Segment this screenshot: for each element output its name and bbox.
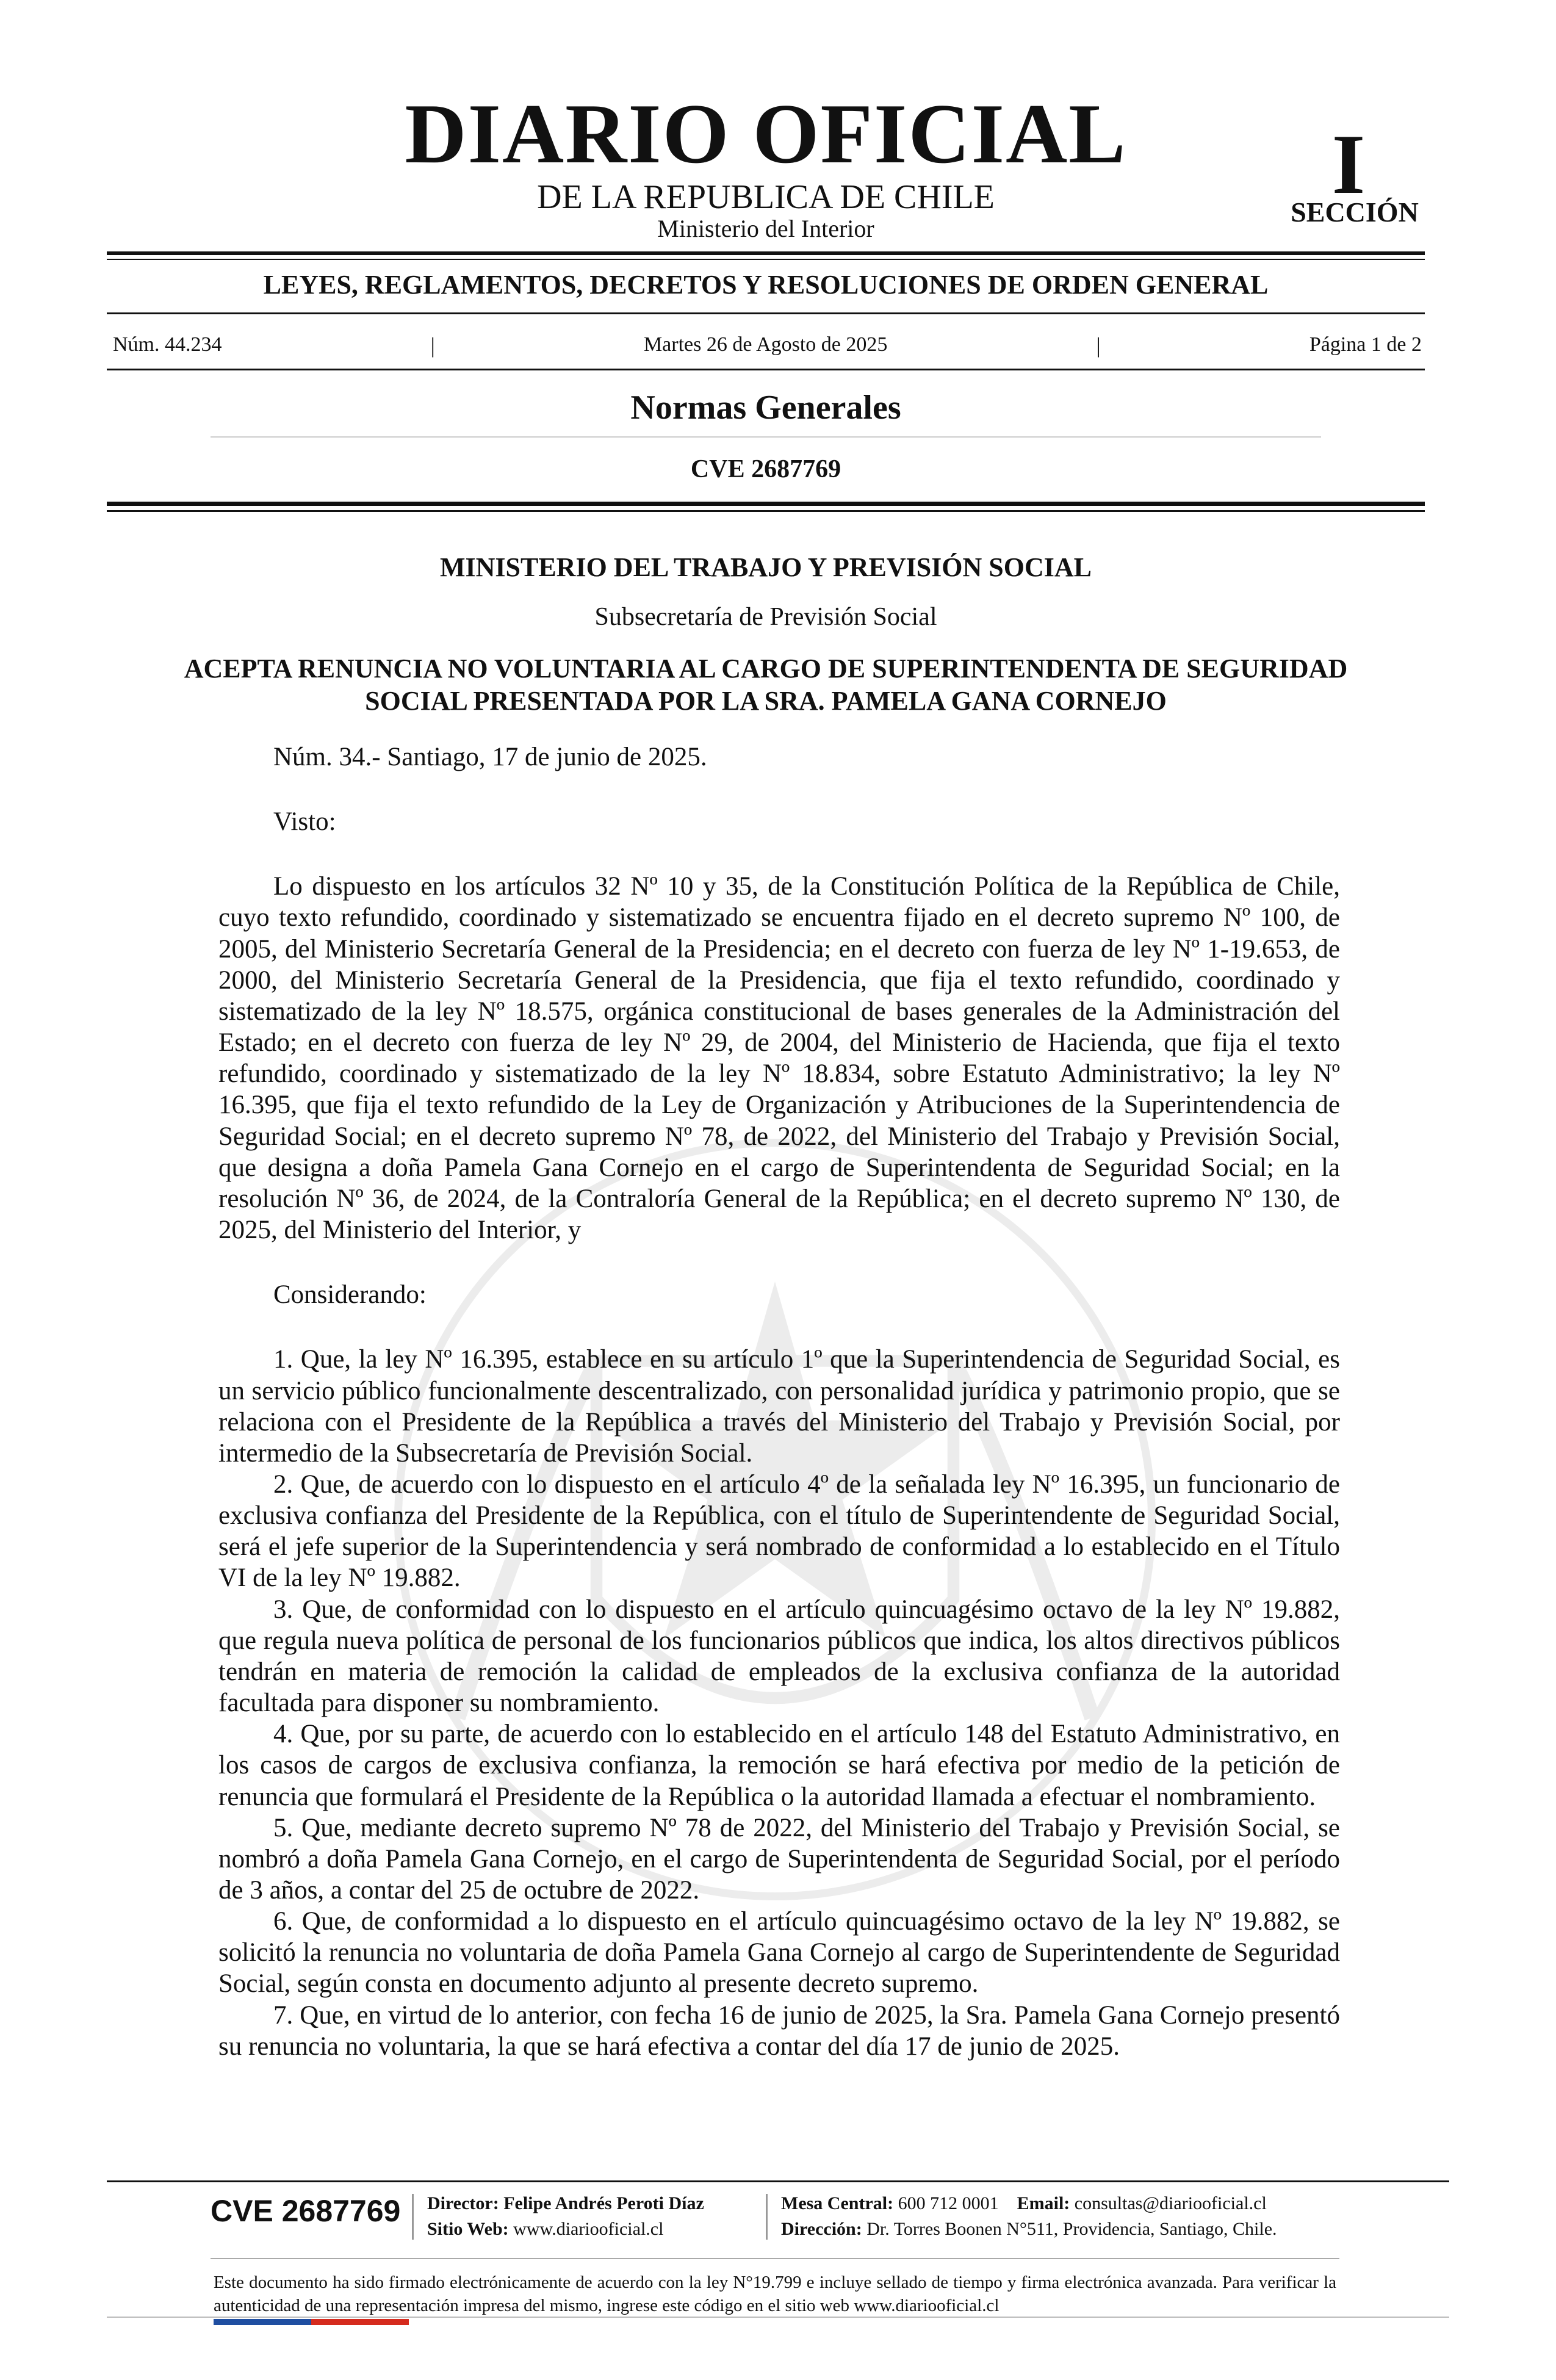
newspaper-subtitle: DE LA REPUBLICA DE CHILE	[537, 178, 995, 216]
decree-ministry: MINISTERIO DEL TRABAJO Y PREVISIÓN SOCIAL	[439, 552, 1092, 582]
footer-rule	[107, 2180, 1449, 2182]
section-title: Normas Generales	[630, 389, 901, 427]
phone-number: 600 712 0001	[898, 2193, 999, 2213]
newspaper-ministry: Ministerio del Interior	[657, 215, 874, 242]
phone-label: Mesa Central:	[781, 2193, 894, 2213]
website-label: Sitio Web:	[427, 2219, 509, 2239]
director-name: Felipe Andrés Peroti Díaz	[503, 2193, 704, 2213]
flag-stripe-blue	[214, 2319, 311, 2325]
footer-rule-thin	[211, 2258, 1339, 2259]
footer-signature-note: Este documento ha sido firmado electrónicamente de acuerdo con la ley N°19.799 e incluye sellado de tiempo y firma electrónica avanzada. Para verificar la autenticidad de una representación impresa del mismo, ingrese este código en el sitio web www.diariooficial.cl	[214, 2273, 1336, 2315]
info-separator: |	[430, 333, 435, 358]
considerando-item: 4. Que, por su parte, de acuerdo con lo establecido en el artículo 148 del Estatuto Administrativo, en los casos de cargos de exclusiva confianza, la remoción se hará efectiva por medio de la petición de renuncia que formulará el Presidente de la República o la autoridad llamada a efectuar el nombramiento.	[218, 1720, 1340, 1811]
newspaper-title: DIARIO OFICIAL	[405, 87, 1127, 181]
header-rule-thin	[107, 510, 1425, 512]
footer-contact-left	[427, 2191, 704, 2242]
masthead-rule-top	[107, 251, 1425, 255]
section-title-underline	[211, 436, 1321, 438]
considerando-item: 2. Que, de acuerdo con lo dispuesto en el artículo 4º de la señalada ley Nº 16.395, un funcionario de exclusiva confianza del Presidente de la República, con el título de Superintendente de Seguridad Social, será el jefe superior de la Superintendencia y será nombrado de conformidad a lo establecido en el Título VI de la ley Nº 19.882.	[218, 1469, 1340, 1593]
email-link[interactable]: consultas@diariooficial.cl	[1074, 2193, 1267, 2213]
footer-contact-right	[781, 2191, 1277, 2242]
footer-bottom-rule	[107, 2317, 1449, 2318]
footer-divider	[766, 2194, 768, 2240]
considerando-item: 5. Que, mediante decreto supremo Nº 78 de 2022, del Ministerio del Trabajo y Previsión Social, se nombró a doña Pamela Gana Cornejo, en el cargo de Superintendenta de Seguridad Social, por el período de 3 años, a contar del 25 de octubre de 2022.	[218, 1813, 1340, 1905]
info-separator: |	[1096, 333, 1101, 358]
decree-title: ACEPTA RENUNCIA NO VOLUNTARIA AL CARGO DE SUPERINTENDENTA DE SEGURIDAD SOCIAL PRESENTADA POR LA SRA. PAMELA GANA CORNEJO	[184, 654, 1348, 716]
flag-stripe-red	[311, 2319, 409, 2325]
visto-label: Visto:	[273, 807, 336, 837]
considerando-item: 3. Que, de conformidad con lo dispuesto en el artículo quincuagésimo octavo de la ley Nº 19.882, que regula nueva política de personal de los funcionarios públicos que indica, los altos directivos públicos tendrán en materia de remoción la calidad de empleados de la exclusiva confianza de la autoridad facultada para disponer su nombramiento.	[218, 1595, 1340, 1718]
considerando-item: 1. Que, la ley Nº 16.395, establece en su artículo 1º que la Superintendencia de Seguridad Social, es un servicio público funcionalmente descentralizado, con personalidad jurídica y patrimonio propio, que se relaciona con el Presidente de la República a través del Ministerio del Trabajo y Previsión Social, por intermedio de la Subsecretaría de Previsión Social.	[218, 1345, 1340, 1468]
considerando-label: Considerando:	[273, 1280, 427, 1310]
info-rule	[107, 369, 1425, 370]
decree-body	[218, 741, 1340, 2062]
address-label: Dirección:	[781, 2219, 862, 2239]
section-banner: LEYES, REGLAMENTOS, DECRETOS Y RESOLUCIONES DE ORDEN GENERAL	[263, 270, 1269, 300]
address-text: Dr. Torres Boonen N°511, Providencia, Santiago, Chile.	[866, 2219, 1277, 2239]
website-link[interactable]: www.diariooficial.cl	[513, 2219, 664, 2239]
considerando-item: 7. Que, en virtud de lo anterior, con fecha 16 de junio de 2025, la Sra. Pamela Gana Cornejo presentó su renuncia no voluntaria, la que se hará efectiva a contar del día 17 de junio de 2025.	[218, 2000, 1340, 2061]
issue-info-bar	[113, 334, 1422, 356]
footer-cve-code: CVE 2687769	[211, 2194, 401, 2228]
visto-paragraph: Lo dispuesto en los artículos 32 Nº 10 y 35, de la Constitución Política de la República de Chile, cuyo texto refundido, coordinado y sistematizado se encuentra fijado en el decreto supremo Nº 100, de 2005, del Ministerio Secretaría General de la Presidencia; en el decreto con fuerza de ley Nº 1-19.653, de 2000, del Ministerio Secretaría General de la Presidencia, que fija el texto refundido, coordinado y sistematizado de la ley Nº 18.575, orgánica constitucional de bases generales de la Administración del Estado; en el decreto con fuerza de ley Nº 29, de 2004, del Ministerio de Hacienda, que fija el texto refundido, coordinado y sistematizado de la ley Nº 18.834, sobre Estatuto Administrativo; la ley Nº 16.395, que fija el texto refundido de la Ley de Organización y Atribuciones de la Superintendencia de Seguridad Social; en el decreto supremo Nº 78, de 2022, del Ministerio del Trabajo y Previsión Social, que designa a doña Pamela Gana Cornejo en el cargo de Superintendenta de Seguridad Social; en la resolución Nº 36, de 2024, de la Contraloría General de la República; en el decreto supremo Nº 130, de 2025, del Ministerio del Interior, y	[218, 872, 1340, 1245]
section-label: SECCIÓN	[1291, 197, 1419, 228]
email-label: Email:	[1017, 2193, 1070, 2213]
banner-rule	[107, 312, 1425, 314]
page-indicator: Página 1 de 2	[1309, 333, 1422, 356]
section-numeral: I	[1331, 117, 1366, 212]
decree-subsecretaria: Subsecretaría de Previsión Social	[594, 603, 937, 631]
issue-date: Martes 26 de Agosto de 2025	[643, 333, 888, 356]
issue-number: Núm. 44.234	[113, 333, 222, 356]
header-rule-thick	[107, 502, 1425, 506]
masthead-rule-thin	[107, 259, 1425, 260]
decree-number-line: Núm. 34.- Santiago, 17 de junio de 2025.	[273, 743, 707, 771]
cve-code: CVE 2687769	[690, 455, 841, 483]
footer-divider	[412, 2194, 414, 2240]
considerando-item: 6. Que, de conformidad a lo dispuesto en el artículo quincuagésimo octavo de la ley Nº 19.882, se solicitó la renuncia no voluntaria de doña Pamela Gana Cornejo al cargo de Superintendente de Seguridad Social, según consta en documento adjunto al presente decreto supremo.	[218, 1907, 1340, 1999]
director-label: Director:	[427, 2193, 499, 2213]
